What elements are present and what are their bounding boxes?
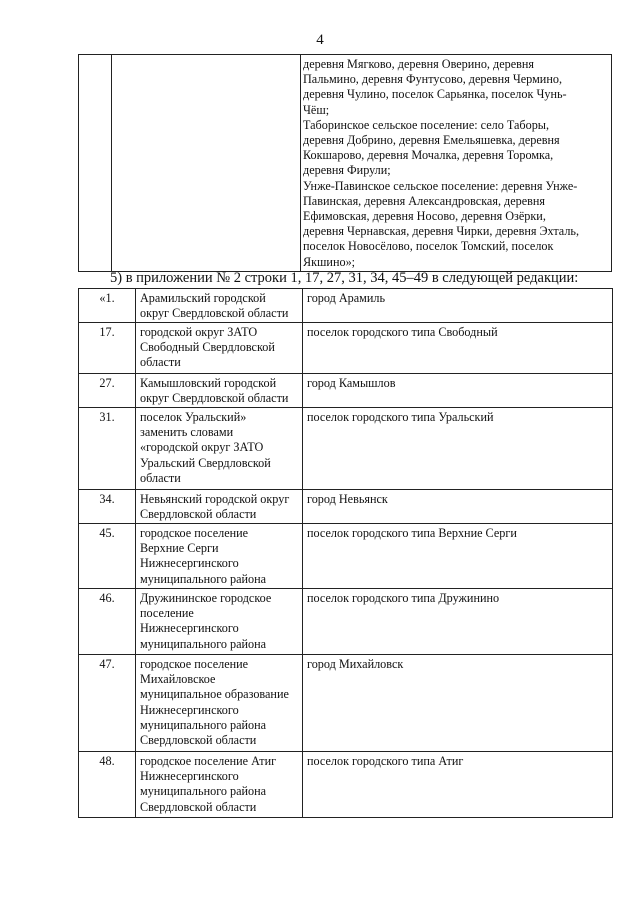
name-line: Невьянский городской округ [140,492,290,506]
municipality-name [136,589,303,655]
continuation-table [78,54,612,272]
name-line: муниципальное образование [140,687,289,702]
administrative-center: поселок городского типа Свободный [303,323,613,374]
table-row [79,524,613,589]
row-number: 46. [79,589,136,655]
name-line: области [140,470,181,485]
settlements-line: деревня Чернавская, деревня Чирки, деревня Эхталь, [303,224,580,239]
municipality-name [136,323,303,374]
name-line: Свердловской области [140,799,257,814]
municipality-name [136,374,303,408]
row-number: 17. [79,323,136,374]
continuation-settlements-cell [303,57,608,270]
municipality-name [136,752,303,818]
name-line: муниципального района [140,571,267,586]
settlements-line: деревня Чулино, поселок Сарьянка, поселок Чунь- [303,87,567,102]
table-row [79,752,613,818]
settlements-line: Пальмино, деревня Фунтусово, деревня Чермино, [303,72,562,87]
name-line: муниципального района [140,717,267,732]
name-line: Нижнесергинского [140,769,239,784]
row-number: 27. [79,374,136,408]
name-line: заменить словами [140,425,234,440]
name-line: области [140,355,181,370]
table-row [79,655,613,752]
administrative-center: поселок городского типа Дружинино [303,589,613,655]
name-line: округ Свердловской области [140,391,289,406]
name-line: Нижнесергинского [140,556,239,571]
name-line: поселок Уральский» [140,410,247,424]
name-line: городское поселение [140,526,249,540]
appendix-table [78,288,613,818]
settlements-line: Павинская, деревня Александровская, деревня [303,193,546,208]
administrative-center: город Невьянск [303,490,613,524]
name-line: Свердловской области [140,733,257,748]
name-line: Уральский Свердловской [140,455,271,470]
settlements-line: деревня Добрино, деревня Емельяшевка, деревня [303,133,560,148]
table-row [79,374,613,408]
name-line: Свердловской области [140,507,257,522]
name-line: Арамильский городской [140,291,266,305]
row-number: «1. [79,289,136,323]
settlements-line: деревня Мягково, деревня Оверино, деревня [303,57,534,71]
municipality-name [136,289,303,323]
table-row [79,289,613,323]
name-line: городское поселение [140,657,249,671]
table-row [79,408,613,490]
settlements-line: Таборинское сельское поселение: село Таборы, [303,117,550,132]
row-number: 34. [79,490,136,524]
municipality-name [136,524,303,589]
municipality-name [136,490,303,524]
settlements-line: поселок Новосёлово, поселок Томский, поселок [303,239,554,254]
administrative-center: город Арамиль [303,289,613,323]
name-line: городской округ ЗАТО [140,325,258,339]
row-number: 45. [79,524,136,589]
administrative-center: город Михайловск [303,655,613,752]
name-line: муниципального района [140,636,267,651]
settlements-line: Кокшарово, деревня Мочалка, деревня Торомка, [303,148,554,163]
name-line: «городской округ ЗАТО [140,440,264,455]
name-line: Верхние Серги [140,541,219,556]
municipality-name [136,408,303,490]
row-number: 48. [79,752,136,818]
page-number: 4 [316,32,324,48]
name-line: Нижнесергинского [140,702,239,717]
table-row [79,589,613,655]
table-row [79,323,613,374]
row-number: 47. [79,655,136,752]
settlements-line: Унже-Павинское сельское поселение: деревня Унже- [303,178,578,193]
table-row [79,490,613,524]
name-line: Нижнесергинского [140,621,239,636]
name-line: округ Свердловской области [140,306,289,321]
administrative-center: поселок городского типа Уральский [303,408,613,490]
continuation-name-cell [112,55,301,271]
amendment-intro: 5) в приложении № 2 строки 1, 17, 27, 31, 34, 45–49 в следующей редакции: [110,270,579,286]
settlements-line: Якшино»; [303,254,356,269]
name-line: Дружининское городское [140,591,272,605]
name-line: муниципального района [140,784,267,799]
row-number: 31. [79,408,136,490]
name-line: Свободный Свердловской [140,340,275,355]
administrative-center: поселок городского типа Атиг [303,752,613,818]
settlements-line: деревня Фирули; [303,163,391,178]
municipality-name [136,655,303,752]
name-line: городское поселение Атиг [140,754,277,768]
name-line: Камышловский городской [140,376,277,390]
settlements-line: Ефимовская, деревня Носово, деревня Озёрки, [303,209,546,224]
name-line: Михайловское [140,672,216,687]
settlements-line: Чёш; [303,102,330,117]
continuation-number-cell [79,55,112,271]
administrative-center: поселок городского типа Верхние Серги [303,524,613,589]
name-line: поселение [140,606,194,621]
administrative-center: город Камышлов [303,374,613,408]
